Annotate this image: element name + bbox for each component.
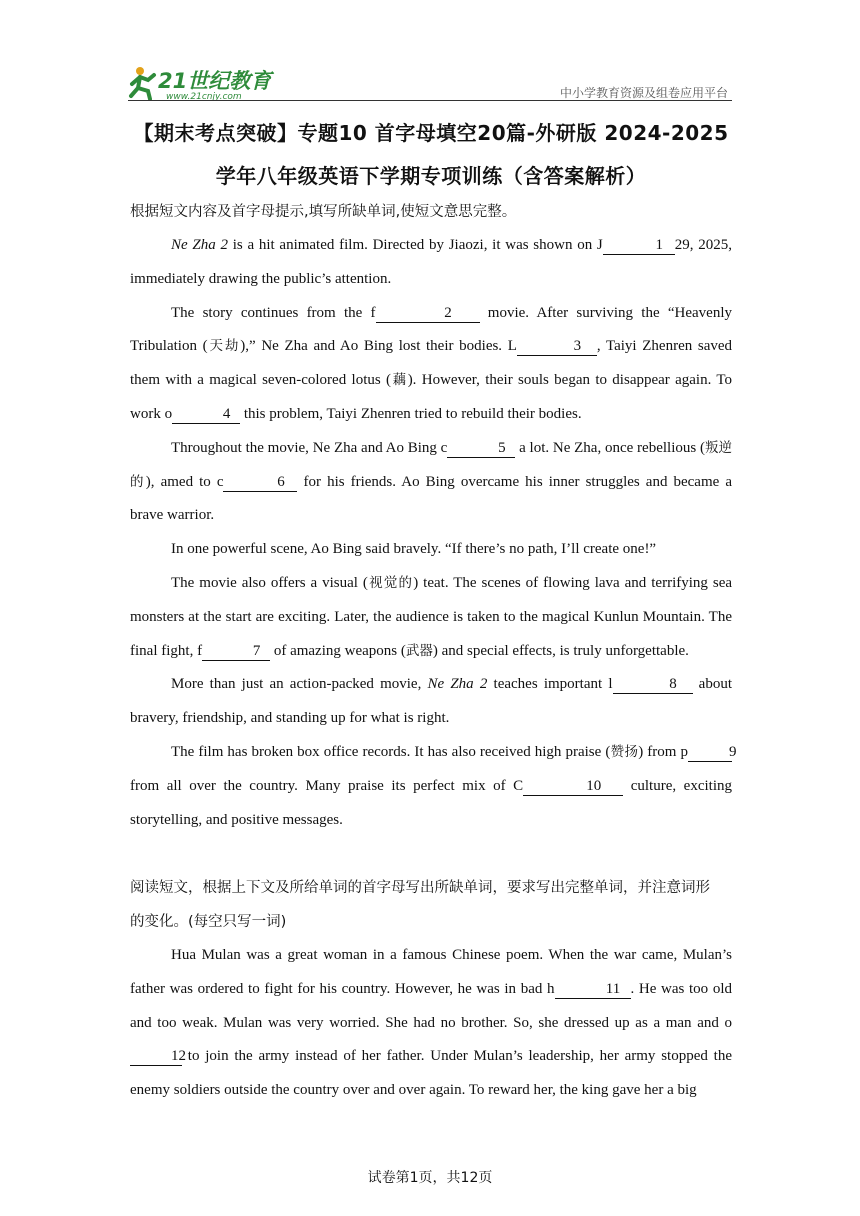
section2-instruction-line1: 阅读短文，根据上下文及所给单词的首字母写出所缺单词，要求写出完整单词，并注意词形 (130, 880, 710, 896)
page-title-line2: 学年八年级英语下学期专项训练（含答案解析） (215, 164, 647, 188)
passage-2: Hua Mulan was a great woman in a famous Chinese poem. When the war came, Mulan’s father was ordered to fight for his country. However, he was in bad h 11 . He was too old and too weak. Mulan was very worried. She had no brother. So, she dressed up as a man and o12 to join the army instead of her father. Under Mulan’s leadership, her army stopped the enemy soldiers outside the country over and over again. To reward her, the king gave her a big (130, 947, 732, 1099)
blank-9[interactable]: 9 (688, 743, 732, 762)
platform-tagline: 中小学教育资源及组卷应用平台 (559, 86, 728, 100)
blank-11[interactable]: 11 (555, 980, 631, 999)
blank-5[interactable]: 5 (447, 439, 515, 458)
blank-8[interactable]: 8 (613, 675, 693, 694)
blank-10[interactable]: 10 (523, 777, 623, 796)
runner-logo-icon (131, 67, 154, 99)
section1-instruction: 根据短文内容及首字母提示,填写所缺单词,使短文意思完整。 (130, 204, 517, 220)
logo (128, 64, 298, 102)
blank-1[interactable]: 1 (603, 236, 675, 255)
blank-7[interactable]: 7 (202, 642, 270, 661)
blank-4[interactable]: 4 (172, 405, 240, 424)
blank-12[interactable]: 12 (130, 1047, 182, 1066)
blank-6[interactable]: 6 (223, 473, 297, 492)
blank-3[interactable]: 3 (517, 337, 597, 356)
page-footer: 试卷第1页，共12页 (367, 1170, 493, 1186)
section2-instruction-line2: 的变化。(每空只写一词) (130, 914, 287, 930)
passage-1: Ne Zha 2 is a hit animated film. Directed by Jiaozi, it was shown on J 1 29, 2025, immediately drawing the public’s attention. The story continues from the f 2 movie. After surviving the “Heavenly Tribulation (天劫),” Ne Zha and Ao Bing lost their bodies. L 3 , Taiyi Zhenren saved them with a magical seven-colored lotus (藕). However, their souls began to disappear again. To work o 4 this problem, Taiyi Zhenren tried to rebuild their bodies. Throughout the movie, Ne Zha and Ao Bing c 5 a lot. Ne Zha, once rebellious (叛逆的), amed to c 6 for his friends. Ao Bing overcame his inner struggles and became a brave warrior. In one powerful scene, Ao Bing said bravely. “If there’s no path, I’ll create one!” The movie also offers a visual (视觉的) teat. The scenes of flowing lava and terrifying sea monsters at the start are exciting. Later, the audience is taken to the magical Kunlun Mountain. The final fight, f 7 of amazing weapons (武器) and special effects, is truly unforgettable. More than just an action-packed movie, Ne Zha 2 teaches important l 8 about bravery, friendship, and standing up for what is right. The film has broken box office records. It has also received high praise (赞扬) from p 9 from all over the country. Many praise its perfect mix of C 10 culture, exciting storytelling, and positive messages. (130, 237, 737, 828)
logo-text: 21世纪教育 (158, 69, 272, 93)
page-title-line1: 【期末考点突破】专题10 首字母填空20篇-外研版 2024-2025 (133, 121, 729, 145)
blank-2[interactable]: 2 (376, 304, 480, 323)
page-header (128, 64, 732, 102)
header-divider (128, 100, 732, 101)
logo-url: www.21cnjy.com (166, 92, 242, 102)
